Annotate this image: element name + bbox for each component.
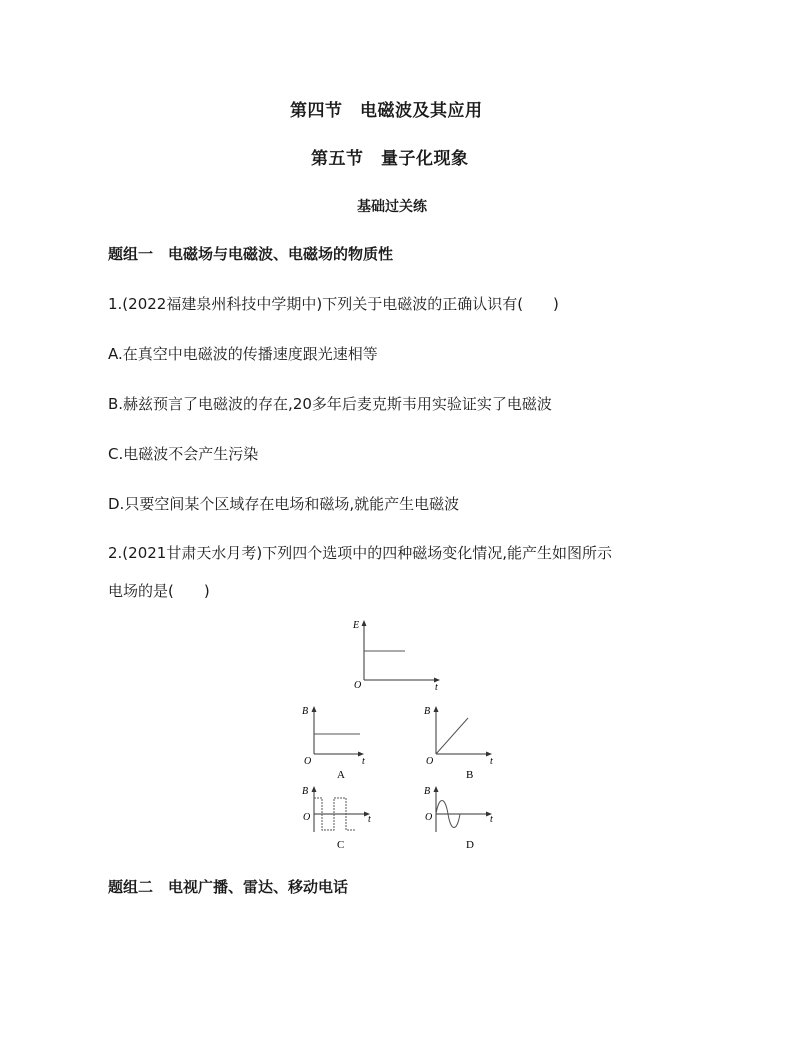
d-origin-label: O — [425, 812, 433, 823]
a-x-label: t — [362, 756, 365, 767]
main-origin-label: O — [354, 680, 362, 691]
question-1-option-a: A.在真空中电磁波的传播速度跟光速相等 — [108, 345, 378, 363]
question-1-option-c: C.电磁波不会产生污染 — [108, 445, 259, 463]
question-2-stem-line1: 2.(2021甘肃天水月考)下列四个选项中的四种磁场变化情况,能产生如图所示 — [108, 544, 612, 562]
b-b-line — [436, 718, 468, 754]
question-1-stem: 1.(2022福建泉州科技中学期中)下列关于电磁波的正确认识有( ) — [108, 295, 559, 313]
b-y-label: B — [424, 706, 431, 717]
figure-e-t-graph — [350, 618, 450, 693]
c-y-arrow — [312, 786, 317, 792]
question-1-option-d: D.只要空间某个区域存在电场和磁场,就能产生电磁波 — [108, 495, 460, 513]
question-2-stem-line2: 电场的是( ) — [108, 582, 210, 600]
a-origin-label: O — [304, 756, 312, 767]
d-y-arrow — [434, 786, 439, 792]
c-option-label: C — [337, 839, 345, 851]
question-1-option-b: B.赫兹预言了电磁波的存在,20多年后麦克斯韦用实验证实了电磁波 — [108, 395, 552, 413]
b-y-arrow — [434, 706, 439, 712]
a-option-label: A — [337, 769, 345, 781]
figure-option-c — [300, 786, 380, 856]
b-option-label: B — [466, 769, 474, 781]
practice-heading: 基础过关练 — [357, 199, 427, 215]
b-origin-label: O — [426, 756, 434, 767]
b-x-label: t — [490, 756, 493, 767]
d-option-label: D — [466, 839, 474, 851]
main-y-axis-label: E — [353, 620, 360, 631]
figure-option-d — [422, 786, 502, 856]
group-heading-1: 题组一 电磁场与电磁波、电磁场的物质性 — [108, 245, 394, 263]
c-x-label: t — [368, 814, 371, 825]
main-x-axis-label: t — [435, 682, 438, 693]
d-y-label: B — [424, 786, 431, 797]
figure-option-a — [300, 704, 380, 784]
a-y-label: B — [302, 706, 309, 717]
section-title-5: 第五节 量子化现象 — [311, 149, 469, 169]
d-x-label: t — [490, 814, 493, 825]
main-y-arrow — [362, 620, 367, 626]
group-heading-2: 题组二 电视广播、雷达、移动电话 — [108, 878, 349, 896]
figure-option-b — [422, 704, 502, 784]
c-y-label: B — [302, 786, 309, 797]
c-origin-label: O — [303, 812, 311, 823]
a-y-arrow — [312, 706, 317, 712]
section-title-4: 第四节 电磁波及其应用 — [290, 101, 483, 121]
